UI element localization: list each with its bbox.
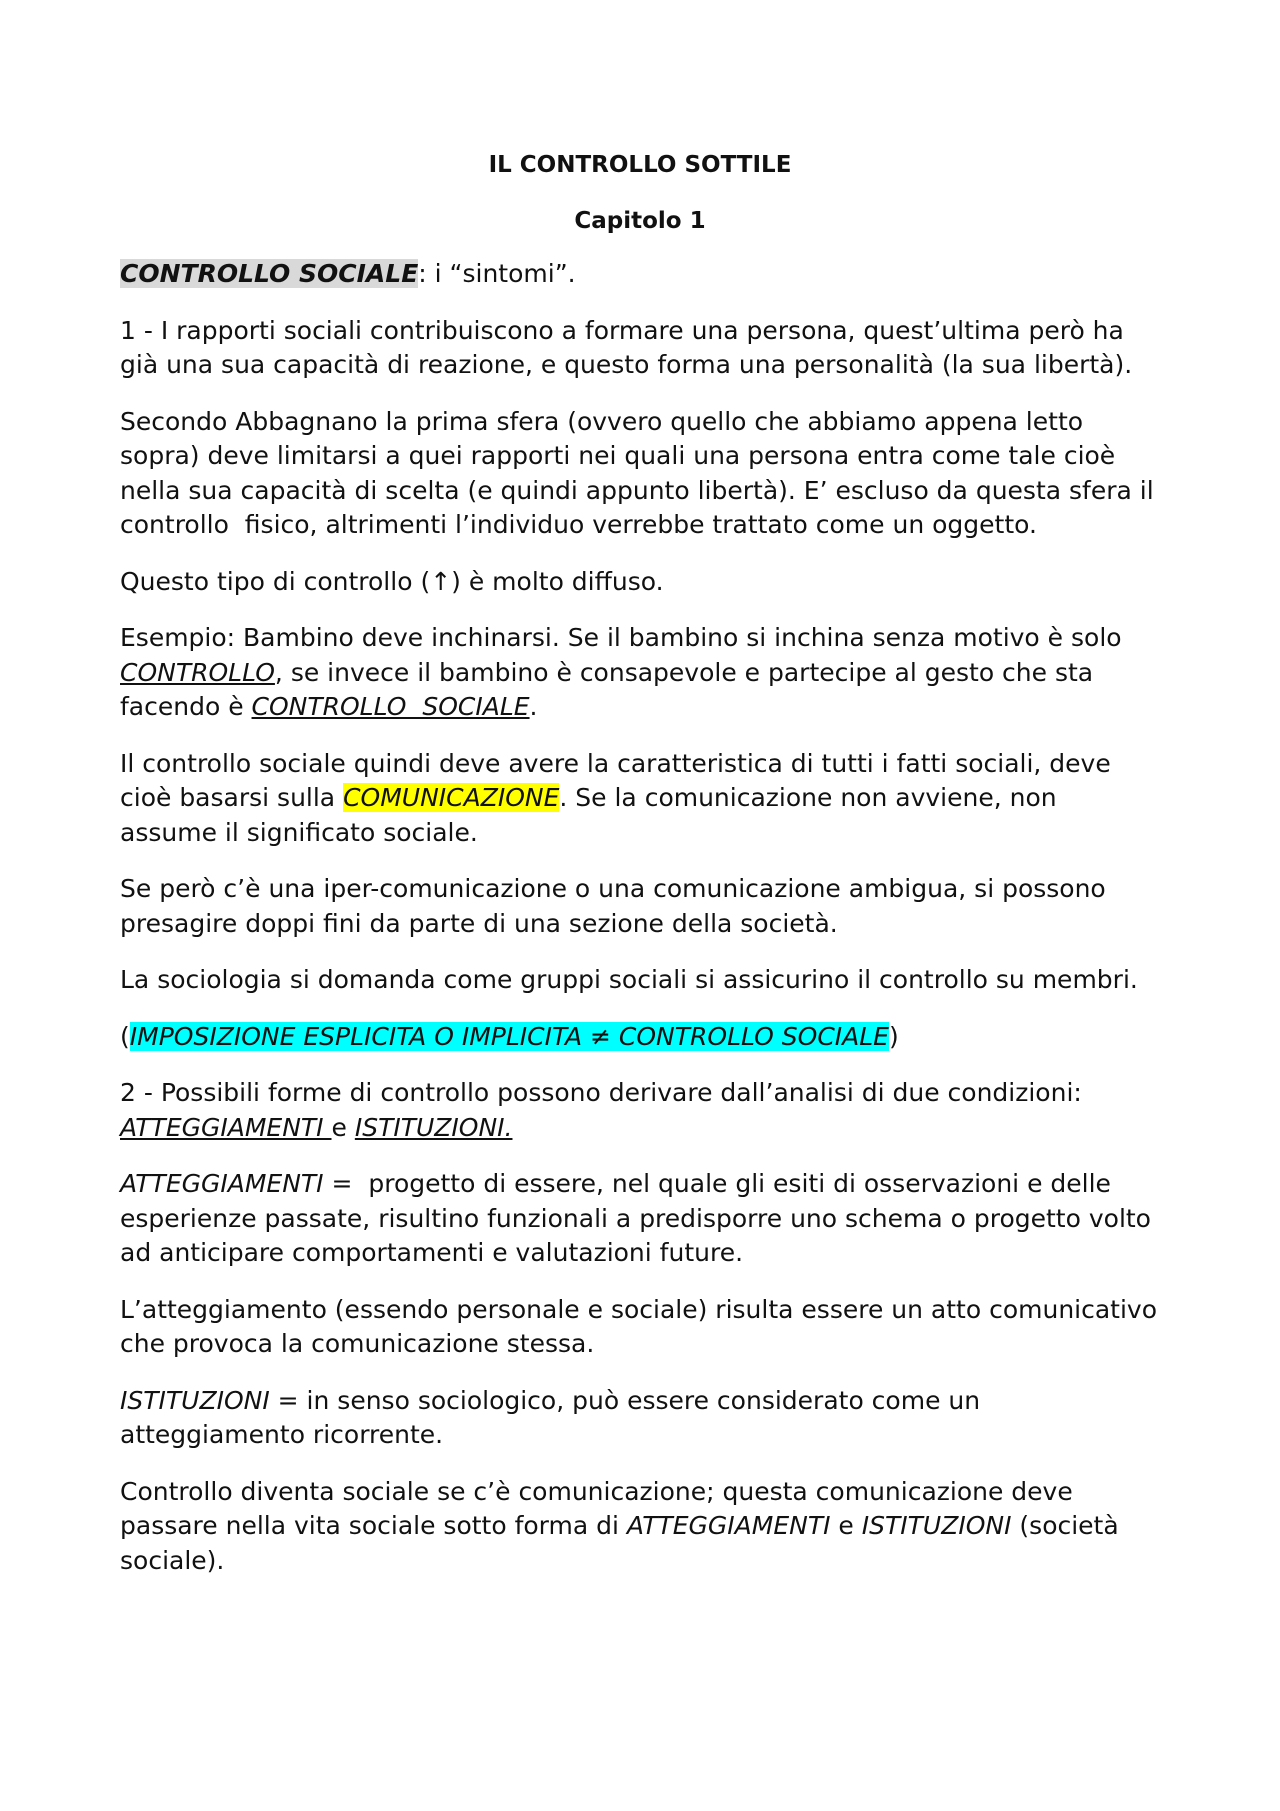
section-heading xyxy=(120,257,1160,292)
p4-term-controllo-sociale: CONTROLLO SOCIALE xyxy=(251,692,530,721)
paragraph-8 xyxy=(120,1020,1160,1055)
heading-term: CONTROLLO SOCIALE xyxy=(120,259,419,288)
p4-text-e: . xyxy=(529,692,538,721)
p9-text-c: e xyxy=(331,1112,355,1142)
chapter-heading: Capitolo 1 xyxy=(574,207,706,234)
p8-highlight: IMPOSIZIONE ESPLICITA O IMPLICITA ≠ CONTROLLO SOCIALE xyxy=(129,1021,889,1051)
p13-term-atteggiamenti: ATTEGGIAMENTI xyxy=(626,1511,831,1540)
p9-term-istituzioni: ISTITUZIONI. xyxy=(354,1112,513,1142)
paragraph-9 xyxy=(120,1076,1160,1145)
p9-term-atteggiamenti: ATTEGGIAMENTI xyxy=(120,1112,332,1142)
paragraph-5 xyxy=(120,747,1160,851)
paragraph-13 xyxy=(120,1475,1160,1579)
paragraph-7: La sociologia si domanda come gruppi sociali si assicurino il controllo su membri. xyxy=(120,965,1138,994)
paragraph-3: Questo tipo di controllo (↑) è molto diffuso. xyxy=(120,566,664,596)
paragraph-11: L’atteggiamento (essendo personale e sociale) risulta essere un atto comunicativo che provoca la comunicazione stessa. xyxy=(120,1294,1158,1358)
p10-rest: = progetto di essere, nel quale gli esiti di osservazioni e delle esperienze passate, risultino funzionali a predisporre uno schema o progetto volto ad anticipare comportamenti e valutazioni future. xyxy=(120,1169,1151,1267)
p13-text-a: Controllo diventa sociale se c’è comunicazione; questa comunicazione deve passare nella vita sociale sotto forma di xyxy=(120,1476,1073,1540)
p4-text-a: Esempio: Bambino deve inchinarsi. Se il bambino si inchina senza motivo è solo xyxy=(120,623,1122,652)
paragraph-6: Se però c’è una iper-comunicazione o una comunicazione ambigua, si possono presagire doppi fini da parte di una sezione della società. xyxy=(120,874,1106,938)
p5-term-comunicazione: COMUNICAZIONE xyxy=(343,783,560,812)
p12-term: ISTITUZIONI xyxy=(120,1385,270,1415)
p9-text-a: 2 - Possibili forme di controllo possono derivare dall’analisi di due condizioni: xyxy=(120,1078,1082,1107)
paragraph-1: 1 - I rapporti sociali contribuiscono a formare una persona, quest’ultima però ha già una sua capacità di reazione, e questo forma una personalità (la sua libertà). xyxy=(120,315,1133,379)
p8-close-paren: ) xyxy=(888,1021,899,1051)
document-title: IL CONTROLLO SOTTILE xyxy=(488,152,792,178)
p13-text-c: e xyxy=(830,1511,862,1540)
heading-rest: : i “sintomi”. xyxy=(418,259,576,288)
paragraph-4 xyxy=(120,621,1160,725)
paragraph-12 xyxy=(120,1384,1160,1453)
p13-term-istituzioni: ISTITUZIONI xyxy=(861,1511,1012,1540)
p4-term-controllo: CONTROLLO xyxy=(120,657,275,687)
p5-text-a: Il controllo sociale quindi deve avere la caratteristica di tutti i fatti sociali, deve cioè basarsi sulla xyxy=(120,748,1111,812)
p5-text-c: . Se la comunicazione non avviene, non assume il significato sociale. xyxy=(120,783,1057,847)
p10-term: ATTEGGIAMENTI xyxy=(120,1169,324,1198)
p4-text-c: , se invece il bambino è consapevole e partecipe al gesto che sta facendo è xyxy=(120,657,1094,721)
p8-open-paren: ( xyxy=(120,1021,130,1051)
p13-text-e: (società sociale). xyxy=(120,1511,1119,1575)
paragraph-10 xyxy=(120,1167,1160,1271)
p12-rest: = in senso sociologico, può essere considerato come un atteggiamento ricorrente. xyxy=(120,1385,981,1449)
paragraph-2: Secondo Abbagnano la prima sfera (ovvero quello che abbiamo appena letto sopra) deve limitarsi a quei rapporti nei quali una persona entra come tale cioè nella sua capacità di scelta (e quindi appunto libertà). E’ escluso da questa sfera il controllo fisico, altrimenti l’individuo verrebbe trattato come un oggetto. xyxy=(120,406,1154,539)
document-page xyxy=(120,148,1160,1600)
